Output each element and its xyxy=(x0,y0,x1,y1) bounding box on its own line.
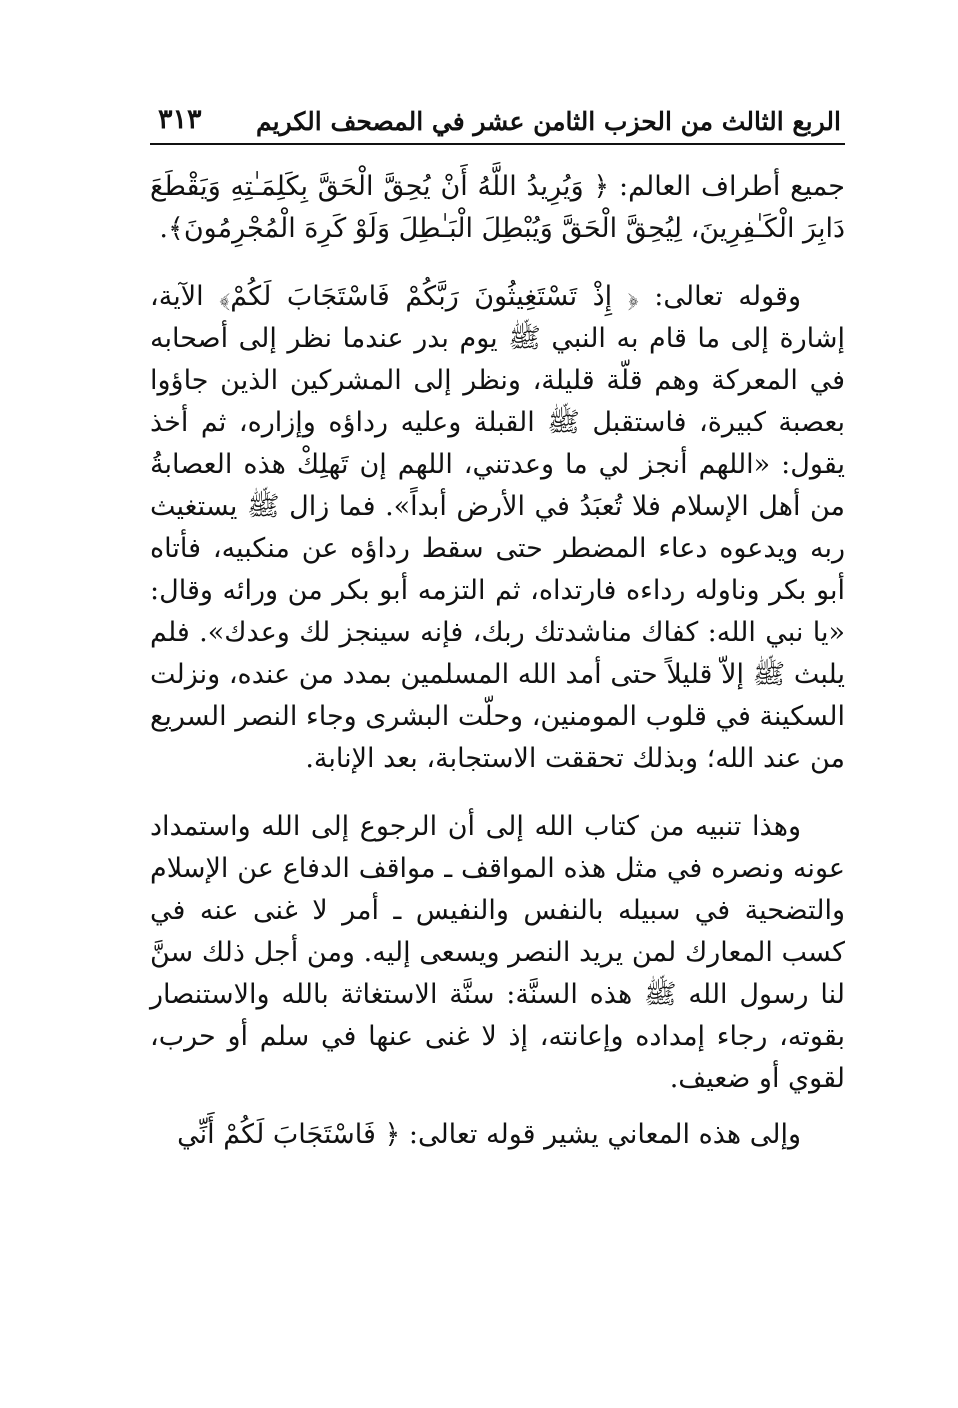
paragraph-3: وهذا تنبيه من كتاب الله إلى أن الرجوع إلى الله واستمداد عونه ونصره في مثل هذه المواقف ـ مواقف الدفاع عن الإسلام والتضحية في سبيله بالنفس والنفيس ـ أمر لا غنى عنه في كسب المعارك لمن يريد النصر ويسعى إليه. ومن أجل ذلك سنَّ لنا رسول الله ﷺ هذه السنَّة: سنَّة الاستغاثة بالله والاستنصار بقوته، رجاء إمداده وإعانته، إذ لا غنى عنها في سلم أو حرب، لقوي أو ضعيف. xyxy=(150,811,845,1094)
page-number: ٣١٣ xyxy=(158,104,202,135)
paragraph-2: وقوله تعالى: ﴿ إِذْ تَسْتَغِيثُونَ رَبَّكُمْ فَاسْتَجَابَ لَكُمْ﴾ الآية، إشارة إلى ما قام به النبي ﷺ يوم بدر عندما نظر إلى أصحابه في المعركة وهم قلّة قليلة، ونظر إلى المشركين الذين جاؤوا بعصبة كبيرة، فاستقبل ﷺ القبلة وعليه رداؤه وإزاره، ثم أخذ يقول: «اللهم أنجز لي ما وعدتني، اللهم إن تَهلِكْ هذه العصابةُ من أهل الإسلام فلا تُعبَدُ في الأرض أبداً». فما زال ﷺ يستغيث ربه ويدعوه دعاء المضطر حتى سقط رداؤه عن منكبيه، فأتاه أبو بكر وناوله رداءه فارتداه، ثم التزمه أبو بكر من ورائه وقال: «يا نبي الله: كفاك مناشدتك ربك، فإنه سينجز لك وعدك». فلم يلبث ﷺ إلاّ قليلاً حتى أمد الله المسلمين بمدد من عنده، ونزلت السكينة في قلوب المومنين، وحلّت البشرى وجاء النصر السريع من عند الله؛ وبذلك تحققت الاستجابة، بعد الإنابة. xyxy=(150,281,845,774)
paragraph-1: جميع أطراف العالم: ﴿ وَيُرِيدُ اللَّهُ أَنْ يُحِقَّ الْحَقَّ بِكَلِمَـٰتِهِ وَيَقْطَعَ دَابِرَ الْكَـٰفِرِينَ، لِيُحِقَّ الْحَقَّ وَيُبْطِلَ الْبَـٰطِلَ وَلَوْ كَرِهَ الْمُجْرِمُونَ﴾. xyxy=(150,171,845,244)
page-header xyxy=(150,103,845,145)
body-text xyxy=(150,166,845,1156)
running-title: الربع الثالث من الحزب الثامن عشر في المصحف الكريم xyxy=(255,107,841,136)
paragraph-4: وإلى هذه المعاني يشير قوله تعالى: ﴿ فَاسْتَجَابَ لَكُمْ أَنِّي xyxy=(177,1119,801,1150)
